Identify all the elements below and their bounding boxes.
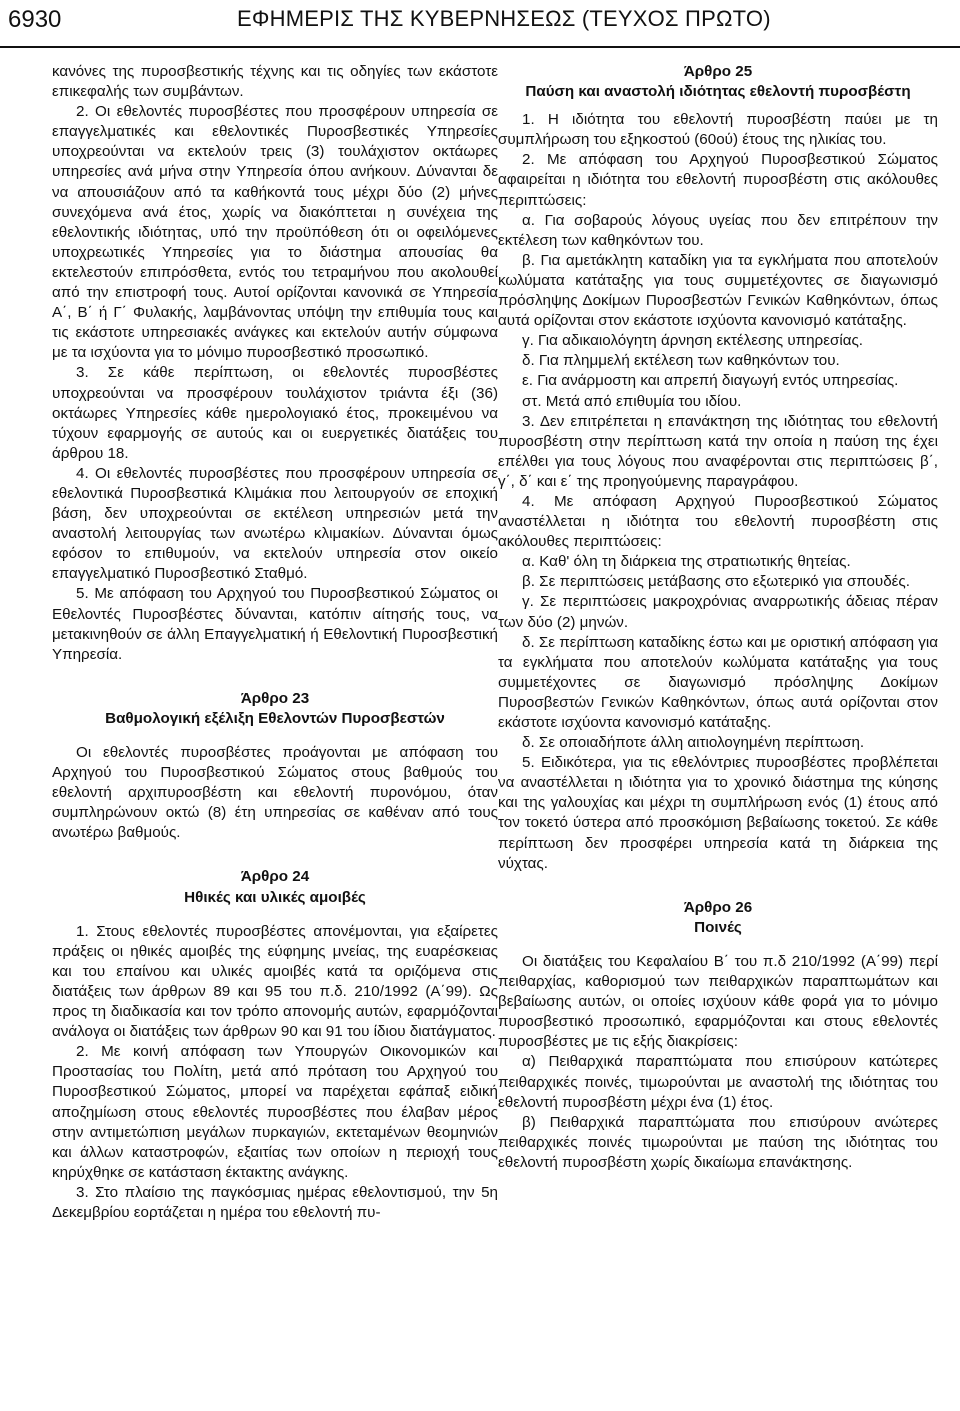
paragraph: 5. Με απόφαση του Αρχηγού του Πυροσβεστικού Σώματος οι Εθελοντές Πυροσβέστες δύνανται, κατόπιν αίτησής τους, να μετακινηθούν σε άλλη Επαγγελματική ή Εθελοντική Πυροσβεστική Υπηρεσία.	[52, 585, 498, 663]
article-25-subtitle: Παύση και αναστολή ιδιότητας εθελοντή πυροσβέστη	[525, 83, 911, 101]
list-item: δ. Για πλημμελή εκτέλεση των καθηκόντων του.	[522, 352, 840, 370]
paragraph: 4. Με απόφαση Αρχηγού Πυροσβεστικού Σώματος αναστέλλεται η ιδιότητα του εθελοντή πυροσβέστη στις ακόλουθες περιπτώσεις:	[498, 492, 938, 551]
paragraph: 1. Η ιδιότητα του εθελοντή πυροσβέστη παύει με τη συμπλήρωση του εξηκοστού (60ού) έτους της ηλικίας του.	[498, 111, 938, 149]
paragraph: 3. Σε κάθε περίπτωση, οι εθελοντές πυροσβέστες υποχρεούνται να προσφέρουν τουλάχιστον τριάντα έξι (36) οκτάωρες Υπηρεσίες κάθε ημερολογιακό έτος, προκειμένου να τύχουν εφαρμογής σε αυτούς και οι ευεργετικές διατάξεις του άρθρου 18.	[52, 364, 498, 462]
list-item: δ. Σε περίπτωση καταδίκης έστω και με οριστική απόφαση για τα εγκλήματα που αποτελούν κωλύματα κατάταξης για τους συμμετέχοντες σε διαγωνισμό πρόσληψης Δοκίμων Πυροσβεστών Γενικών Καθηκόντων, όπως αυτά ορίζονται στον εκάστοτε ισχύοντα κανονισμό κατάταξης.	[498, 633, 938, 731]
paragraph: 2. Με κοινή απόφαση των Υπουργών Οικονομικών και Προστασίας του Πολίτη, μετά από πρόταση του Αρχηγού του Πυροσβεστικού Σώματος, μπορεί να παρέχεται εφάπαξ ειδική αποζημίωση στους εθελοντές πυροσβέστες που έλαβαν μέρος στην αντιμετώπιση μεγάλων πυρκαγιών, εκτεταμένων θεομηνιών και άλλων καταστροφών, εξαιτίας των οποίων η περιοχή τους κηρύχθηκε σε κατάσταση έκτακτης ανάγκης.	[52, 1043, 498, 1181]
article-24-title: Άρθρο 24	[240, 868, 310, 886]
gazette-title: ΕΦΗΜΕΡΙΣ ΤΗΣ ΚΥΒΕΡΝΗΣΕΩΣ (ΤΕΥΧΟΣ ΠΡΩΤΟ)	[237, 6, 771, 31]
paragraph: 3. Στο πλαίσιο της παγκόσμιας ημέρας εθελοντισμού, την 5η Δεκεμβρίου εορτάζεται η ημέρα του εθελοντή πυ-	[52, 1183, 498, 1221]
paragraph: Οι διατάξεις του Κεφαλαίου Β΄ του π.δ 210/1992 (Α΄99) περί πειθαρχίας, καθορισμού των πειθαρχικών παραπτωμάτων και βεβαίωσης αυτών, οι οποίες ισχύουν κάθε φορά για το μόνιμο πυροσβεστικό προσωπικό, εφαρμόζονται και στους εθελοντές πυροσβέστες με τις εξής διακρίσεις:	[498, 952, 938, 1051]
list-item: ε. Για ανάρμοστη και απρεπή διαγωγή εντός υπηρεσίας.	[522, 372, 899, 390]
list-item: γ. Σε περιπτώσεις μακροχρόνιας αναρρωτικής άδειας πέραν των δύο (2) μηνών.	[498, 593, 938, 631]
article-26-subtitle: Ποινές	[694, 918, 742, 936]
list-item: β. Σε περιπτώσεις μετάβασης στο εξωτερικό για σπουδές.	[522, 573, 910, 591]
article-23-subtitle: Βαθμολογική εξέλιξη Εθελοντών Πυροσβεστών	[105, 709, 445, 727]
paragraph: 2. Με απόφαση του Αρχηγού Πυροσβεστικού Σώματος αφαιρείται η ιδιότητα του εθελοντή πυροσβέστη στις ακόλουθες περιπτώσεις:	[498, 151, 938, 209]
list-item: α) Πειθαρχικά παραπτώματα που επισύρουν κατώτερες πειθαρχικές ποινές, τιμωρούνται με αναστολή της ιδιότητας του εθελοντή πυροσβέστη μέχρι ένα (1) έτος.	[498, 1053, 938, 1111]
article-24-subtitle: Ηθικές και υλικές αμοιβές	[184, 888, 366, 906]
list-item: α. Για σοβαρούς λόγους υγείας που δεν επιτρέπουν την εκτέλεση των καθηκόντων του.	[498, 211, 938, 249]
page-header	[0, 0, 960, 48]
paragraph: κανόνες της πυροσβεστικής τέχνης και τις οδηγίες των εκάστοτε επικεφαλής των συμβάντων.	[52, 63, 498, 101]
article-23-title: Άρθρο 23	[240, 689, 310, 707]
list-item: γ. Για αδικαιολόγητη άρνηση εκτέλεσης υπηρεσίας.	[522, 332, 864, 350]
paragraph: 2. Οι εθελοντές πυροσβέστες που προσφέρουν υπηρεσία σε επαγγελματικές και εθελοντικές Πυροσβεστικές Υπηρεσίες υποχρεούνται να εκτελούν τρεις (3) τουλάχιστον οκτάωρες υπηρεσίες ανά μήνα στην Υπηρεσία όπου ανήκουν. Δύνανται δε να απουσιάζουν από τα καθήκοντά τους μέχρι δύο (2) μήνες συνεχόμενα ανά έτος, χωρίς να διακόπτεται η συνέχεια της εθελοντικής ιδιότητας, υπό την προϋπόθεση ότι οι οφειλόμενες υποχρεωτικές Υπηρεσίες για το διάστημα απουσίας θα εκτελεστούν επιπρόσθετα, εντός του τετραμήνου που ακολουθεί από την επιστροφή τους. Αυτοί ορίζονται κανονικά σε Υπηρεσία Α΄, Β΄ ή Γ΄ Φυλακής, λαμβάνοντας υπόψη την επιθυμία τους και τις εκάστοτε υπηρεσιακές ανάγκες και εκτελούν αυτήν σύμφωνα με τα ισχύοντα για το μόνιμο πυροσβεστικό προσωπικό.	[52, 103, 498, 362]
list-item: στ. Μετά από επιθυμία του ιδίου.	[522, 392, 742, 410]
right-column	[498, 62, 938, 1173]
list-item: α. Καθ' όλη τη διάρκεια της στρατιωτικής θητείας.	[522, 553, 851, 571]
paragraph: 3. Δεν επιτρέπεται η επανάκτηση της ιδιότητας του εθελοντή πυροσβέστη στην περίπτωση κατά την οποία η παύση της έχει επέλθει για τους λόγους που αναφέρονται στις περιπτώσεις β΄, γ΄, δ΄ και ε΄ της προηγούμενης παραγράφου.	[498, 412, 938, 490]
list-item: β. Για αμετάκλητη καταδίκη για τα εγκλήματα που αποτελούν κωλύματα κατάταξης για τους συμμετέχοντες σε διαγωνισμό πρόσληψης Δοκίμων Πυροσβεστών Γενικών Καθηκόντων, όπως αυτά ορίζονται στον εκάστοτε ισχύοντα κανονισμό κατάταξης.	[498, 251, 938, 330]
paragraph: 4. Οι εθελοντές πυροσβέστες που προσφέρουν υπηρεσία σε εθελοντικά Πυροσβεστικά Κλιμάκια που λειτουργούν σε εποχική βάση, δεν υποχρεούνται σε εκτέλεση υπηρεσιών μετά την αναστολή λειτουργίας των ανωτέρω κλιμακίων. Δύνανται όμως εφόσον το επιθυμούν, να εκτελούν υπηρεσία στον οικείο επαγγελματικό Πυροσβεστικό Σταθμό.	[52, 464, 498, 583]
article-26-title: Άρθρο 26	[683, 898, 753, 916]
paragraph: 5. Ειδικότερα, για τις εθελόντριες πυροσβέστες προβλέπεται να αναστέλλεται η ιδιότητα για το χρονικό διάστημα της κύησης και της γαλουχίας και μέχρι τη συμπλήρωση ενός (1) έτους από τον τοκετό ύστερα από προσκόμιση βεβαίωσης τοκετού. Σε κάθε περίπτωση δεν προσφέρει υπηρεσία κατά τη διάρκεια της νύχτας.	[498, 754, 938, 872]
paragraph: Οι εθελοντές πυροσβέστες προάγονται με απόφαση του Αρχηγού του Πυροσβεστικού Σώματος στους βαθμούς του εθελοντή αρχιπυροσβέστη και εθελοντή πυρονόμου, όταν συμπληρώνουν οκτώ (8) έτη υπηρεσίας σε καθέναν από τους ανωτέρω βαθμούς.	[52, 744, 498, 842]
page-number: 6930	[8, 6, 62, 33]
article-25-title: Άρθρο 25	[683, 63, 753, 80]
list-item: δ. Σε οποιαδήποτε άλλη αιτιολογημένη περίπτωση.	[522, 734, 865, 752]
list-item: β) Πειθαρχικά παραπτώματα που επισύρουν ανώτερες πειθαρχικές ποινές τιμωρούνται με παύση της ιδιότητας του εθελοντή πυροσβέστη χωρίς δικαίωμα επανάκτησης.	[498, 1113, 938, 1171]
paragraph: 1. Στους εθελοντές πυροσβέστες απονέμονται, για εξαίρετες πράξεις οι ηθικές αμοιβές της εύφημης μνείας, της ευαρέσκειας και του επαίνου και υλικές αμοιβές κατά τα οριζόμενα στις διατάξεις των άρθρων 89 και 95 του π.δ. 210/1992 (Α΄99). Ως προς τη διαδικασία και τον τρόπο απονομής αυτών, εφαρμόζονται ανάλογα οι διατάξεις των άρθρων 90 και 91 του ίδιου διατάγματος.	[52, 922, 498, 1041]
left-column	[52, 62, 498, 1223]
